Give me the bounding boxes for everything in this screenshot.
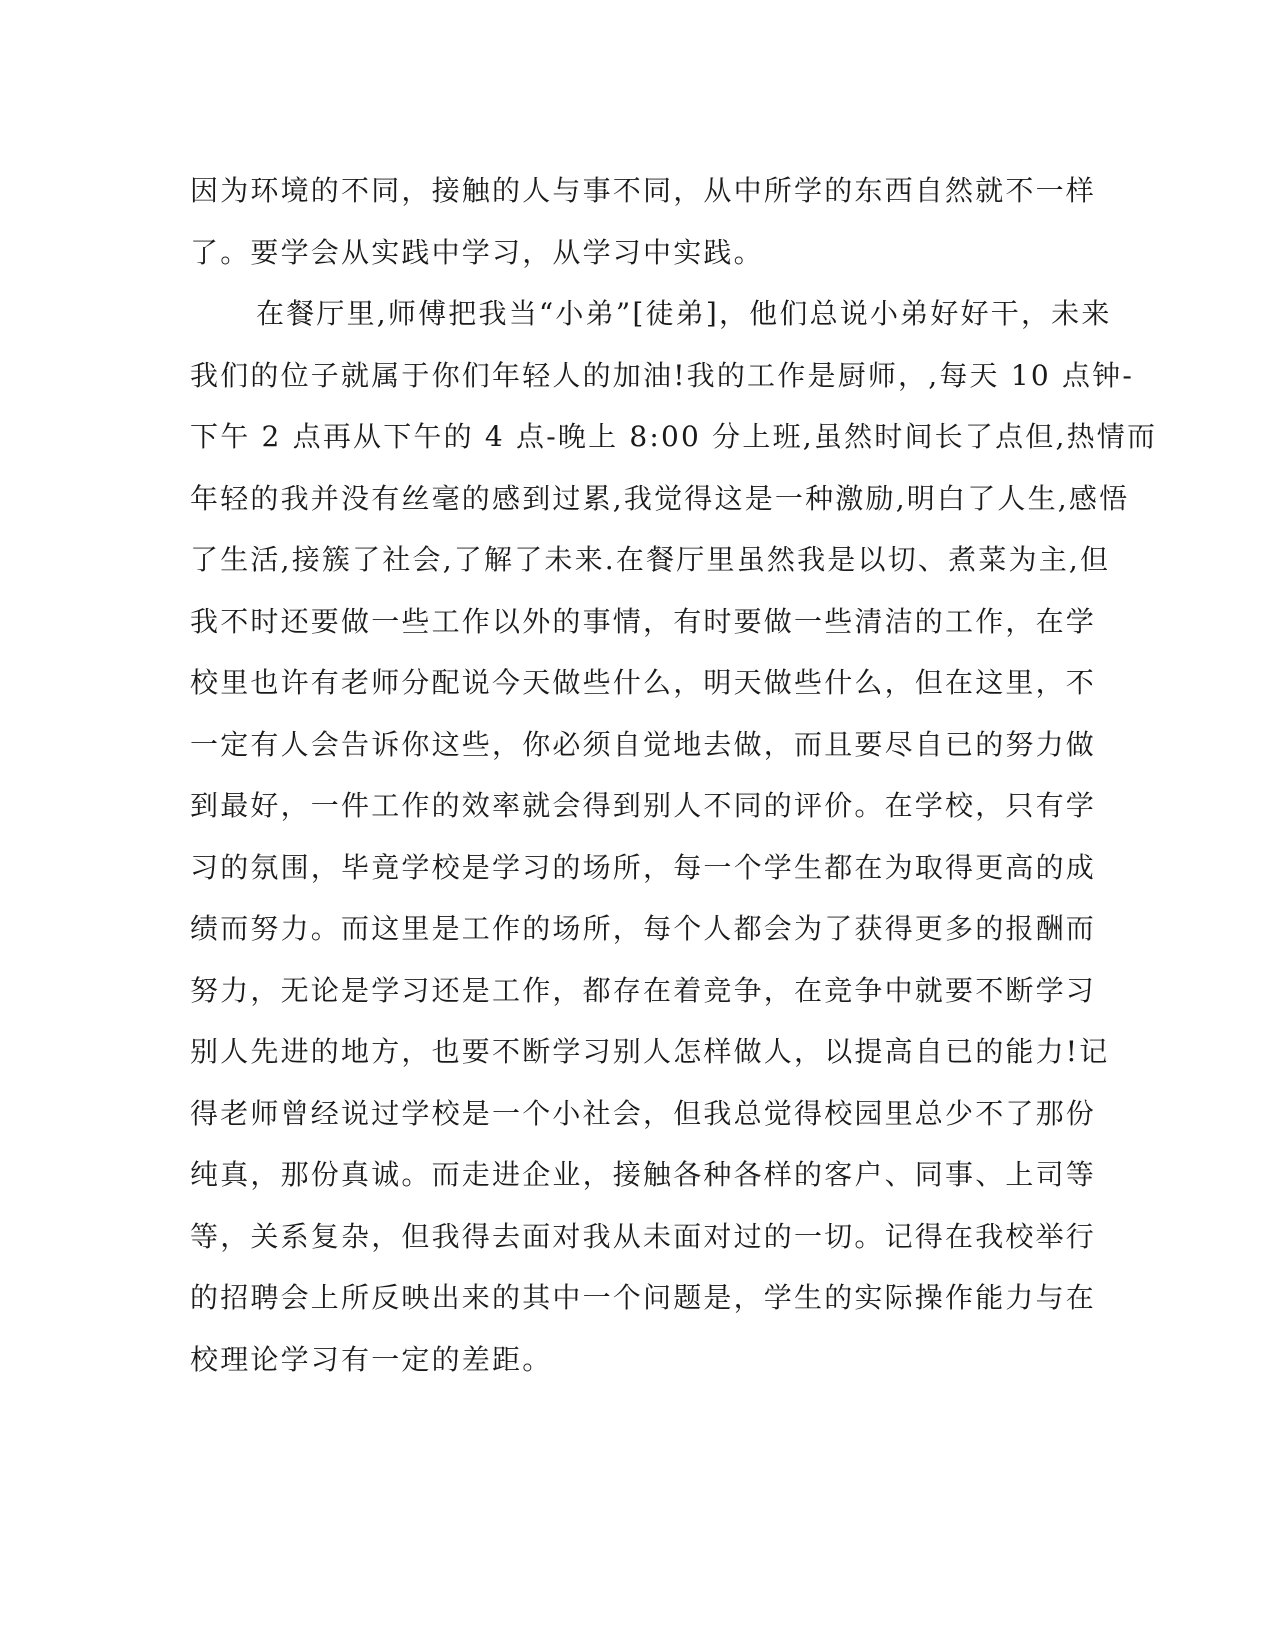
text-line: 我不时还要做一些工作以外的事情，有时要做一些清洁的工作，在学 xyxy=(190,604,1097,638)
text-line: 别人先进的地方，也要不断学习别人怎样做人，以提高自已的能力!记 xyxy=(190,1035,1110,1068)
text-line: 一定有人会告诉你这些，你必须自觉地去做，而且要尽自已的努力做 xyxy=(190,727,1097,761)
text-line: 了。要学会从实践中学习，从学习中实践。 xyxy=(190,235,764,269)
text-line: 了生活,接簇了社会,了解了未来.在餐厅里虽然我是以切、煮菜为主,但 xyxy=(190,543,1111,576)
text-line: 校里也许有老师分配说今天做些什么，明天做些什么，但在这里，不 xyxy=(190,666,1097,699)
text-line: 年轻的我并没有丝毫的感到过累,我觉得这是一种激励,明白了人生,感悟 xyxy=(190,481,1130,515)
text-line: 校理论学习有一定的差距。 xyxy=(190,1342,553,1376)
paragraph-first-line: 在餐厅里,师傅把我当“小弟”[徒弟]，他们总说小弟好好干，未来 xyxy=(256,297,1112,330)
text-line: 努力，无论是学习还是工作，都存在着竞争，在竞争中就要不断学习 xyxy=(190,973,1097,1007)
text-line: 到最好，一件工作的效率就会得到别人不同的评价。在学校，只有学 xyxy=(190,789,1097,822)
text-line: 下午 2 点再从下午的 4 点-晚上 8:00 分上班,虽然时间长了点但,热情而 xyxy=(190,420,1158,453)
text-line: 绩而努力。而这里是工作的场所，每个人都会为了获得更多的报酬而 xyxy=(190,912,1097,945)
text-line: 等，关系复杂，但我得去面对我从未面对过的一切。记得在我校举行 xyxy=(190,1219,1097,1253)
text-line: 的招聘会上所反映出来的其中一个问题是，学生的实际操作能力与在 xyxy=(190,1281,1097,1314)
text-line: 纯真，那份真诚。而走进企业，接触各种各样的客户、同事、上司等 xyxy=(190,1158,1097,1191)
body-text xyxy=(190,160,1158,1390)
text-line: 因为环境的不同，接触的人与事不同，从中所学的东西自然就不一样 xyxy=(190,174,1097,207)
text-line: 习的氛围，毕竟学校是学习的场所，每一个学生都在为取得更高的成 xyxy=(190,850,1097,884)
text-line: 得老师曾经说过学校是一个小社会，但我总觉得校园里总少不了那份 xyxy=(190,1096,1097,1130)
text-line: 我们的位子就属于你们年轻人的加油!我的工作是厨师，,每天 10 点钟- xyxy=(190,358,1135,392)
